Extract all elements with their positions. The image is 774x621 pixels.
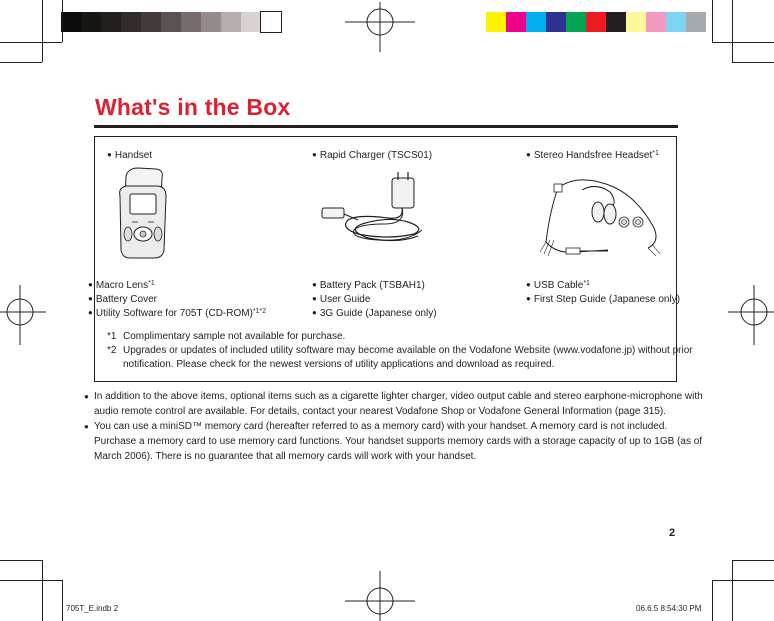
grayscale-swatch [101, 12, 121, 32]
registration-mark-left [0, 285, 46, 345]
grayscale-swatch [241, 12, 261, 32]
title-rule [94, 125, 678, 128]
color-swatch [566, 12, 586, 32]
registration-mark-bottom [345, 571, 415, 621]
item-utility-software: ● Utility Software for 705T $(CD-ROM)^{*1*2}$ [88, 307, 266, 320]
item-macro-lens: ● Macro Lens$^{*1}$ [88, 279, 155, 292]
grayscale-bar [61, 12, 281, 32]
color-bar [486, 12, 706, 32]
grayscale-swatch [121, 12, 141, 32]
color-swatch [686, 12, 706, 32]
charger-illustration [318, 168, 428, 246]
page-number: 2 [669, 527, 676, 539]
item-battery-cover: ● Battery Cover [88, 293, 157, 306]
color-swatch [506, 12, 526, 32]
footnote-1: *1 Complimentary sample not available for purchase. [107, 331, 346, 342]
item-rapid-charger: ● Rapid Charger (TSCS01) [312, 149, 432, 162]
color-swatch [486, 12, 506, 32]
item-stereo-headset: ● Stereo Handsfree Headset$^{*1}$ [526, 149, 659, 162]
footnote-2: *2 Upgrades or updates of included utility software may become available on the Vodafone Website (www.vodafone.jp) without prior notification. Please check for the newest versions of utility applications and download as required. [107, 345, 693, 370]
grayscale-swatch [81, 12, 101, 32]
color-swatch [606, 12, 626, 32]
registration-mark-top [345, 2, 415, 52]
item-usb-cable: ● USB Cable$^{*1}$ [526, 279, 590, 292]
item-battery-pack: ● Battery Pack (TSBAH1) [312, 279, 425, 292]
headset-illustration [536, 170, 668, 266]
grayscale-swatch [141, 12, 161, 32]
slug-filename: 705T_E.indb 2 [66, 604, 119, 613]
page-title: What's in the Box [95, 94, 291, 120]
slug-timestamp: 06.6.5 8:54:30 PM [636, 604, 702, 613]
color-swatch [526, 12, 546, 32]
item-first-step-guide: ● First Step Guide (Japanese only) [526, 293, 680, 306]
color-swatch [626, 12, 646, 32]
grayscale-swatch [201, 12, 221, 32]
grayscale-swatch [161, 12, 181, 32]
grayscale-swatch [61, 12, 81, 32]
grayscale-swatch [181, 12, 201, 32]
note-memory-card: ● You can use a miniSD™ memory card (hereafter referred to as a memory card) with your handset. A memory card is not included. Purchase a memory card to use memory card functions. Your handset supports memory cards with a storage capacity of up to 1GB (as of March 2006). There is no guarantee that all memory cards will work with your handset. [84, 421, 703, 462]
grayscale-swatch [221, 12, 241, 32]
item-handset: ● Handset [107, 149, 152, 162]
item-user-guide: ● User Guide [312, 293, 370, 306]
registration-mark-right [728, 285, 774, 345]
note-optional-items: ● In addition to the above items, optional items such as a cigarette lighter charger, video output cable and stereo earphone-microphone with audio remote control are available. For details, contact your nearest Vodafone Shop or Vodafone General Information (page 315). [84, 391, 703, 417]
grayscale-swatch [261, 12, 281, 32]
color-swatch [646, 12, 666, 32]
color-swatch [546, 12, 566, 32]
color-swatch [586, 12, 606, 32]
item-3g-guide: ● 3G Guide (Japanese only) [312, 307, 437, 320]
handset-illustration [112, 166, 174, 262]
color-swatch [666, 12, 686, 32]
